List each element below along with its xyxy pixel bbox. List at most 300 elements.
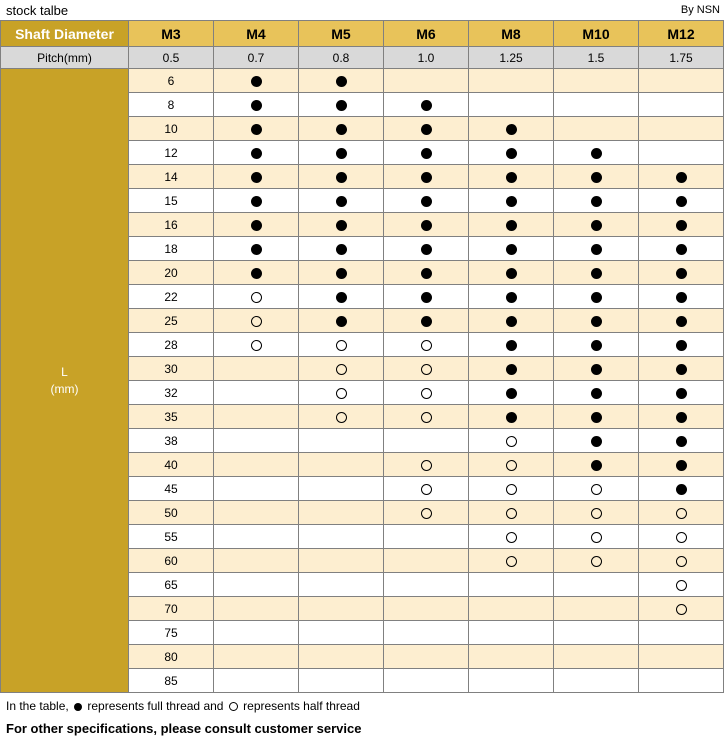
cell-m4-14 [299, 165, 384, 189]
full-thread-icon [591, 364, 602, 375]
column-header-m4: M4 [214, 21, 299, 47]
cell-m4-60 [299, 549, 384, 573]
header-shaft-diameter: Shaft Diameter [1, 21, 129, 47]
cell-m10-45 [639, 477, 724, 501]
top-bar [0, 0, 724, 20]
full-thread-icon [336, 196, 347, 207]
full-thread-icon [676, 364, 687, 375]
cell-m6-16 [469, 213, 554, 237]
cell-m5-40 [384, 453, 469, 477]
cell-m10-38 [639, 429, 724, 453]
cell-m6-35 [469, 405, 554, 429]
cell-m3-38 [214, 429, 299, 453]
length-value: 8 [129, 93, 214, 117]
full-thread-icon [506, 364, 517, 375]
cell-m8-40 [554, 453, 639, 477]
cell-m4-80 [299, 645, 384, 669]
full-thread-icon [676, 340, 687, 351]
legend-note-prefix: In the table, [6, 699, 73, 713]
cell-m6-28 [469, 333, 554, 357]
cell-m6-12 [469, 141, 554, 165]
full-thread-icon [591, 388, 602, 399]
full-thread-icon [251, 172, 262, 183]
half-thread-icon [591, 508, 602, 519]
full-thread-icon [251, 100, 262, 111]
full-thread-icon [336, 172, 347, 183]
full-thread-icon [336, 76, 347, 87]
full-thread-icon [676, 412, 687, 423]
cell-m8-30 [554, 357, 639, 381]
half-thread-icon [336, 364, 347, 375]
cell-m3-12 [214, 141, 299, 165]
half-thread-icon [676, 580, 687, 591]
column-header-m10: M10 [554, 21, 639, 47]
cell-m6-65 [469, 573, 554, 597]
cell-m8-28 [554, 333, 639, 357]
length-value: 25 [129, 309, 214, 333]
full-thread-icon [676, 436, 687, 447]
cell-m6-55 [469, 525, 554, 549]
full-thread-icon [336, 148, 347, 159]
full-thread-icon [421, 292, 432, 303]
half-thread-icon [506, 460, 517, 471]
stock-spec-table [0, 20, 724, 693]
cell-m5-10 [384, 117, 469, 141]
cell-m5-70 [384, 597, 469, 621]
full-thread-icon [421, 100, 432, 111]
cell-m3-18 [214, 237, 299, 261]
length-value: 16 [129, 213, 214, 237]
full-thread-icon [251, 244, 262, 255]
cell-m10-60 [639, 549, 724, 573]
cell-m3-28 [214, 333, 299, 357]
cell-m10-18 [639, 237, 724, 261]
cell-m3-35 [214, 405, 299, 429]
full-thread-icon [676, 388, 687, 399]
cell-m4-35 [299, 405, 384, 429]
cell-m8-38 [554, 429, 639, 453]
cell-m8-16 [554, 213, 639, 237]
cell-m5-55 [384, 525, 469, 549]
full-thread-icon [591, 268, 602, 279]
cell-m5-12 [384, 141, 469, 165]
full-thread-icon [251, 196, 262, 207]
length-value: 55 [129, 525, 214, 549]
column-header-m6: M6 [384, 21, 469, 47]
cell-m4-6 [299, 69, 384, 93]
cell-m5-65 [384, 573, 469, 597]
full-thread-icon [506, 244, 517, 255]
full-thread-icon [506, 172, 517, 183]
length-value: 30 [129, 357, 214, 381]
full-thread-icon [251, 220, 262, 231]
header-row-shaft-diameter [1, 21, 724, 47]
cell-m4-18 [299, 237, 384, 261]
half-thread-icon [421, 388, 432, 399]
cell-m10-14 [639, 165, 724, 189]
byline: By NSN [680, 4, 720, 16]
cell-m8-22 [554, 285, 639, 309]
cell-m3-65 [214, 573, 299, 597]
half-thread-icon [251, 292, 262, 303]
length-value: 65 [129, 573, 214, 597]
cell-m6-75 [469, 621, 554, 645]
length-value: 15 [129, 189, 214, 213]
cell-m5-18 [384, 237, 469, 261]
cell-m5-6 [384, 69, 469, 93]
half-thread-icon [336, 388, 347, 399]
full-thread-icon [676, 196, 687, 207]
half-thread-icon [421, 508, 432, 519]
table-row [1, 69, 724, 93]
cell-m3-6 [214, 69, 299, 93]
column-header-m12: M12 [639, 21, 724, 47]
cell-m3-25 [214, 309, 299, 333]
full-thread-icon [506, 220, 517, 231]
cell-m3-32 [214, 381, 299, 405]
cell-m6-20 [469, 261, 554, 285]
side-label-line1: L [61, 365, 68, 380]
cell-m10-22 [639, 285, 724, 309]
full-thread-icon [506, 124, 517, 135]
cell-m10-85 [639, 669, 724, 693]
cell-m8-70 [554, 597, 639, 621]
length-value: 38 [129, 429, 214, 453]
cell-m5-8 [384, 93, 469, 117]
full-thread-icon [676, 244, 687, 255]
cell-m5-38 [384, 429, 469, 453]
full-thread-icon [506, 268, 517, 279]
cell-m3-70 [214, 597, 299, 621]
cell-m3-10 [214, 117, 299, 141]
cell-m3-75 [214, 621, 299, 645]
cell-m5-85 [384, 669, 469, 693]
full-thread-icon [676, 460, 687, 471]
length-value: 40 [129, 453, 214, 477]
full-thread-icon [251, 124, 262, 135]
half-thread-icon [336, 412, 347, 423]
cell-m6-85 [469, 669, 554, 693]
full-thread-icon [676, 172, 687, 183]
cell-m4-20 [299, 261, 384, 285]
cell-m4-16 [299, 213, 384, 237]
cell-m6-40 [469, 453, 554, 477]
full-thread-icon [506, 412, 517, 423]
full-thread-icon [676, 268, 687, 279]
full-thread-icon [506, 292, 517, 303]
cell-m6-15 [469, 189, 554, 213]
cell-m8-8 [554, 93, 639, 117]
full-thread-icon [591, 244, 602, 255]
cell-m10-80 [639, 645, 724, 669]
cell-m5-35 [384, 405, 469, 429]
full-thread-icon [421, 244, 432, 255]
full-thread-icon [251, 76, 262, 87]
cell-m4-12 [299, 141, 384, 165]
full-thread-icon [591, 220, 602, 231]
cell-m5-45 [384, 477, 469, 501]
cell-m8-18 [554, 237, 639, 261]
cell-m5-28 [384, 333, 469, 357]
cell-m3-60 [214, 549, 299, 573]
half-thread-icon [676, 508, 687, 519]
cell-m8-10 [554, 117, 639, 141]
length-value: 80 [129, 645, 214, 669]
full-thread-icon [591, 292, 602, 303]
cell-m5-16 [384, 213, 469, 237]
full-thread-icon [506, 340, 517, 351]
cell-m3-40 [214, 453, 299, 477]
table-head [1, 21, 724, 69]
half-thread-icon [506, 436, 517, 447]
cell-m8-80 [554, 645, 639, 669]
cell-m8-45 [554, 477, 639, 501]
full-thread-icon [591, 316, 602, 327]
full-thread-icon [421, 268, 432, 279]
length-value: 18 [129, 237, 214, 261]
cell-m4-30 [299, 357, 384, 381]
half-thread-icon [336, 340, 347, 351]
cell-m10-70 [639, 597, 724, 621]
cell-m6-50 [469, 501, 554, 525]
cell-m8-85 [554, 669, 639, 693]
cell-m4-38 [299, 429, 384, 453]
length-value: 14 [129, 165, 214, 189]
full-thread-icon [336, 316, 347, 327]
full-thread-icon [421, 316, 432, 327]
cell-m8-65 [554, 573, 639, 597]
cell-m8-14 [554, 165, 639, 189]
half-thread-icon [421, 460, 432, 471]
full-thread-icon [676, 220, 687, 231]
cell-m3-55 [214, 525, 299, 549]
length-value: 22 [129, 285, 214, 309]
cell-m8-50 [554, 501, 639, 525]
half-thread-icon [251, 316, 262, 327]
half-thread-icon [421, 340, 432, 351]
cell-m6-14 [469, 165, 554, 189]
cell-m6-38 [469, 429, 554, 453]
half-thread-icon [421, 364, 432, 375]
cell-m4-75 [299, 621, 384, 645]
cell-m3-85 [214, 669, 299, 693]
full-thread-icon [591, 436, 602, 447]
cell-m4-25 [299, 309, 384, 333]
cell-m8-20 [554, 261, 639, 285]
cell-m3-15 [214, 189, 299, 213]
half-thread-icon [506, 484, 517, 495]
cell-m3-22 [214, 285, 299, 309]
length-value: 10 [129, 117, 214, 141]
full-thread-icon [676, 484, 687, 495]
cell-m4-50 [299, 501, 384, 525]
cell-m4-45 [299, 477, 384, 501]
cell-m6-25 [469, 309, 554, 333]
cell-m4-28 [299, 333, 384, 357]
full-thread-icon [251, 268, 262, 279]
length-value: 12 [129, 141, 214, 165]
cell-m5-75 [384, 621, 469, 645]
length-value: 28 [129, 333, 214, 357]
half-thread-icon [506, 508, 517, 519]
cell-m10-75 [639, 621, 724, 645]
cell-m6-45 [469, 477, 554, 501]
half-thread-icon [676, 532, 687, 543]
cell-m10-8 [639, 93, 724, 117]
cell-m10-28 [639, 333, 724, 357]
full-thread-icon [421, 124, 432, 135]
cell-m6-32 [469, 381, 554, 405]
cell-m8-32 [554, 381, 639, 405]
table-body [1, 69, 724, 693]
cell-m6-6 [469, 69, 554, 93]
cell-m10-40 [639, 453, 724, 477]
cell-m10-32 [639, 381, 724, 405]
length-value: 6 [129, 69, 214, 93]
full-thread-icon [421, 196, 432, 207]
cell-m4-10 [299, 117, 384, 141]
half-thread-icon [229, 702, 238, 711]
full-thread-icon [591, 340, 602, 351]
full-thread-icon [506, 196, 517, 207]
cell-m8-6 [554, 69, 639, 93]
pitch-m4: 0.7 [214, 47, 299, 69]
cell-m10-65 [639, 573, 724, 597]
cell-m6-8 [469, 93, 554, 117]
full-thread-icon [591, 148, 602, 159]
cell-m10-12 [639, 141, 724, 165]
cell-m10-16 [639, 213, 724, 237]
length-value: 45 [129, 477, 214, 501]
full-thread-icon [676, 316, 687, 327]
cell-m4-8 [299, 93, 384, 117]
full-thread-icon [506, 388, 517, 399]
side-label-length [1, 69, 129, 693]
cell-m4-40 [299, 453, 384, 477]
cell-m3-30 [214, 357, 299, 381]
half-thread-icon [506, 556, 517, 567]
length-value: 35 [129, 405, 214, 429]
cell-m8-35 [554, 405, 639, 429]
cell-m5-14 [384, 165, 469, 189]
full-thread-icon [421, 148, 432, 159]
cell-m10-30 [639, 357, 724, 381]
cell-m4-70 [299, 597, 384, 621]
full-thread-icon [336, 220, 347, 231]
length-value: 75 [129, 621, 214, 645]
cell-m4-55 [299, 525, 384, 549]
full-thread-icon [506, 316, 517, 327]
cell-m5-60 [384, 549, 469, 573]
half-thread-icon [676, 604, 687, 615]
cell-m6-80 [469, 645, 554, 669]
cell-m4-85 [299, 669, 384, 693]
pitch-m12: 1.75 [639, 47, 724, 69]
half-thread-icon [591, 556, 602, 567]
cell-m3-8 [214, 93, 299, 117]
legend-note-suffix: represents half thread [239, 699, 360, 713]
pitch-m6: 1.0 [384, 47, 469, 69]
full-thread-icon [336, 268, 347, 279]
pitch-m10: 1.5 [554, 47, 639, 69]
full-thread-icon [336, 244, 347, 255]
cell-m6-60 [469, 549, 554, 573]
cell-m10-55 [639, 525, 724, 549]
cell-m8-25 [554, 309, 639, 333]
column-header-m5: M5 [299, 21, 384, 47]
header-row-pitch [1, 47, 724, 69]
half-thread-icon [591, 484, 602, 495]
full-thread-icon [591, 172, 602, 183]
full-thread-icon [591, 196, 602, 207]
consult-note: For other specifications, please consult customer service [6, 721, 362, 736]
half-thread-icon [676, 556, 687, 567]
cell-m5-80 [384, 645, 469, 669]
cell-m6-22 [469, 285, 554, 309]
length-value: 60 [129, 549, 214, 573]
cell-m6-70 [469, 597, 554, 621]
cell-m10-10 [639, 117, 724, 141]
cell-m6-10 [469, 117, 554, 141]
cell-m5-30 [384, 357, 469, 381]
column-header-m3: M3 [129, 21, 214, 47]
length-value: 20 [129, 261, 214, 285]
cell-m10-50 [639, 501, 724, 525]
footer-notes [0, 693, 724, 736]
cell-m6-30 [469, 357, 554, 381]
cell-m5-15 [384, 189, 469, 213]
cell-m10-25 [639, 309, 724, 333]
cell-m4-65 [299, 573, 384, 597]
cell-m3-45 [214, 477, 299, 501]
full-thread-icon [421, 172, 432, 183]
full-thread-icon [676, 292, 687, 303]
cell-m10-15 [639, 189, 724, 213]
cell-m8-60 [554, 549, 639, 573]
cell-m4-22 [299, 285, 384, 309]
full-thread-icon [336, 292, 347, 303]
full-thread-icon [336, 124, 347, 135]
full-thread-icon [591, 460, 602, 471]
half-thread-icon [421, 484, 432, 495]
pitch-m5: 0.8 [299, 47, 384, 69]
half-thread-icon [591, 532, 602, 543]
half-thread-icon [506, 532, 517, 543]
legend-note-mid: represents full thread and [84, 699, 227, 713]
side-label-line2: (mm) [50, 381, 79, 396]
cell-m10-20 [639, 261, 724, 285]
length-value: 32 [129, 381, 214, 405]
cell-m3-14 [214, 165, 299, 189]
cell-m3-50 [214, 501, 299, 525]
cell-m3-20 [214, 261, 299, 285]
cell-m5-32 [384, 381, 469, 405]
length-value: 50 [129, 501, 214, 525]
cell-m8-55 [554, 525, 639, 549]
half-thread-icon [421, 412, 432, 423]
length-value: 70 [129, 597, 214, 621]
length-value: 85 [129, 669, 214, 693]
cell-m8-12 [554, 141, 639, 165]
header-pitch-label: Pitch(mm) [1, 47, 129, 69]
pitch-m3: 0.5 [129, 47, 214, 69]
full-thread-icon [591, 412, 602, 423]
cell-m10-6 [639, 69, 724, 93]
cell-m3-80 [214, 645, 299, 669]
cell-m4-32 [299, 381, 384, 405]
cell-m6-18 [469, 237, 554, 261]
page-title: stock talbe [6, 2, 69, 18]
